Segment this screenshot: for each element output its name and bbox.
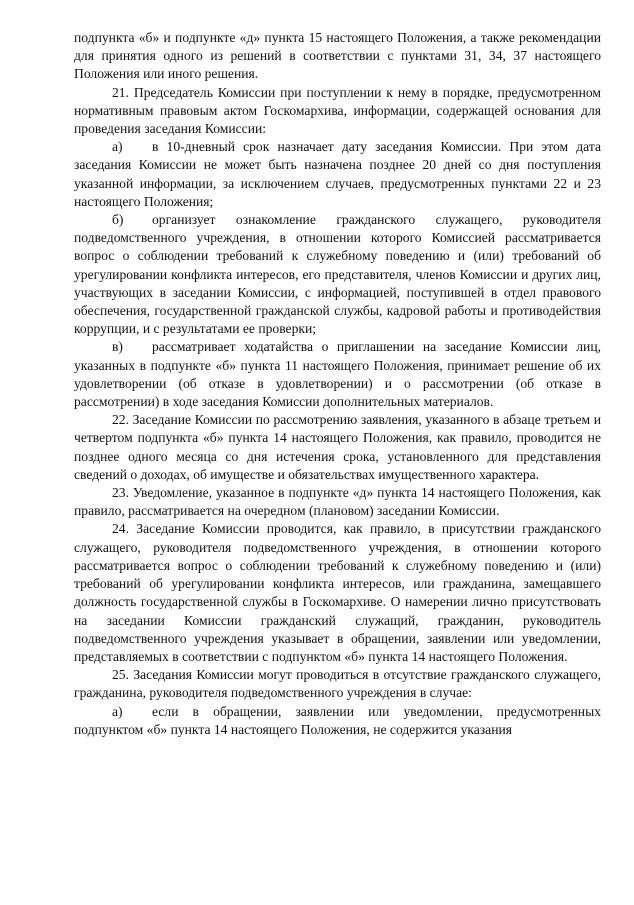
paragraph-21-v: в) рассматривает ходатайства о приглашении на заседание Комиссии лиц, указанных в подпункте «б» пункта 11 настоящего Положения, принимает решение об их удовлетворении (об отказе в удовлетворении) и о рассмотрении (об отказе в рассмотрении) в ходе заседания Комиссии дополнительных материалов. bbox=[74, 339, 601, 410]
item-letter-a: а) bbox=[112, 703, 123, 719]
item-letter-a: а) bbox=[112, 139, 123, 155]
paragraph-23: 23. Уведомление, указанное в подпункте «д» пункта 14 настоящего Положения, как правило, рассматривается на очередном (плановом) заседании Комиссии. bbox=[74, 485, 601, 519]
item-letter-b: б) bbox=[112, 212, 124, 228]
paragraph-21-b: б) организует ознакомление гражданского служащего, руководителя подведомственного учреждения, в отношении которого Комиссией рассматривается вопрос о соблюдении требований к служебному поведению и (или) требований об урегулировании конфликта интересов, его представителя, членов Комиссии и других лиц, участвующих в заседании Комиссии, с информацией, поступившей в отдел правового обеспечения, государственной гражданской службы, кадровой работы и противодействия коррупции, и с результатами ее проверки; bbox=[74, 212, 601, 337]
document-page bbox=[74, 29, 601, 739]
paragraph-25: 25. Заседания Комиссии могут проводиться в отсутствие гражданского служащего, гражданина, руководителя подведомственного учреждения в случае: bbox=[74, 667, 601, 701]
item-letter-v: в) bbox=[112, 339, 123, 355]
paragraph-24: 24. Заседание Комиссии проводится, как правило, в присутствии гражданского служащего, руководителя подведомственного учреждения, в отношении которого рассматривается вопрос о соблюдении требований к служебному поведению и (или) требований об урегулировании конфликта интересов, или гражданина, замещавшего должность государственной службы в Госкомархиве. О намерении лично присутствовать на заседании Комиссии гражданский служащий, гражданин, руководитель подведомственного учреждения указывает в обращении, заявлении или уведомлении, представляемых в соответствии с подпунктом «б» пункта 14 настоящего Положения. bbox=[74, 521, 601, 664]
paragraph-21-a: а) в 10-дневный срок назначает дату заседания Комиссии. При этом дата заседания Комиссии не может быть назначена позднее 20 дней со дня поступления указанной информации, за исключением случаев, предусмотренных пунктами 22 и 23 настоящего Положения; bbox=[74, 139, 601, 209]
paragraph-continuation: подпункта «б» и подпункте «д» пункта 15 настоящего Положения, а также рекомендации для принятия одного из решений в соответствии с пунктами 31, 34, 37 настоящего Положения или иного решения. bbox=[74, 30, 601, 82]
paragraph-22: 22. Заседание Комиссии по рассмотрению заявления, указанного в абзаце третьем и четвертом подпункта «б» пункта 14 настоящего Положения, как правило, проводится не позднее одного месяца со дня истечения срока, установленного для представления сведений о доходах, об имуществе и обязательствах имущественного характера. bbox=[74, 412, 601, 482]
paragraph-21: 21. Председатель Комиссии при поступлении к нему в порядке, предусмотренном нормативным правовым актом Госкомархива, информации, содержащей основания для проведения заседания Комиссии: bbox=[74, 84, 601, 137]
paragraph-25-a: а) если в обращении, заявлении или уведомлении, предусмотренных подпунктом «б» пункта 14 настоящего Положения, не содержится указания bbox=[74, 703, 601, 737]
